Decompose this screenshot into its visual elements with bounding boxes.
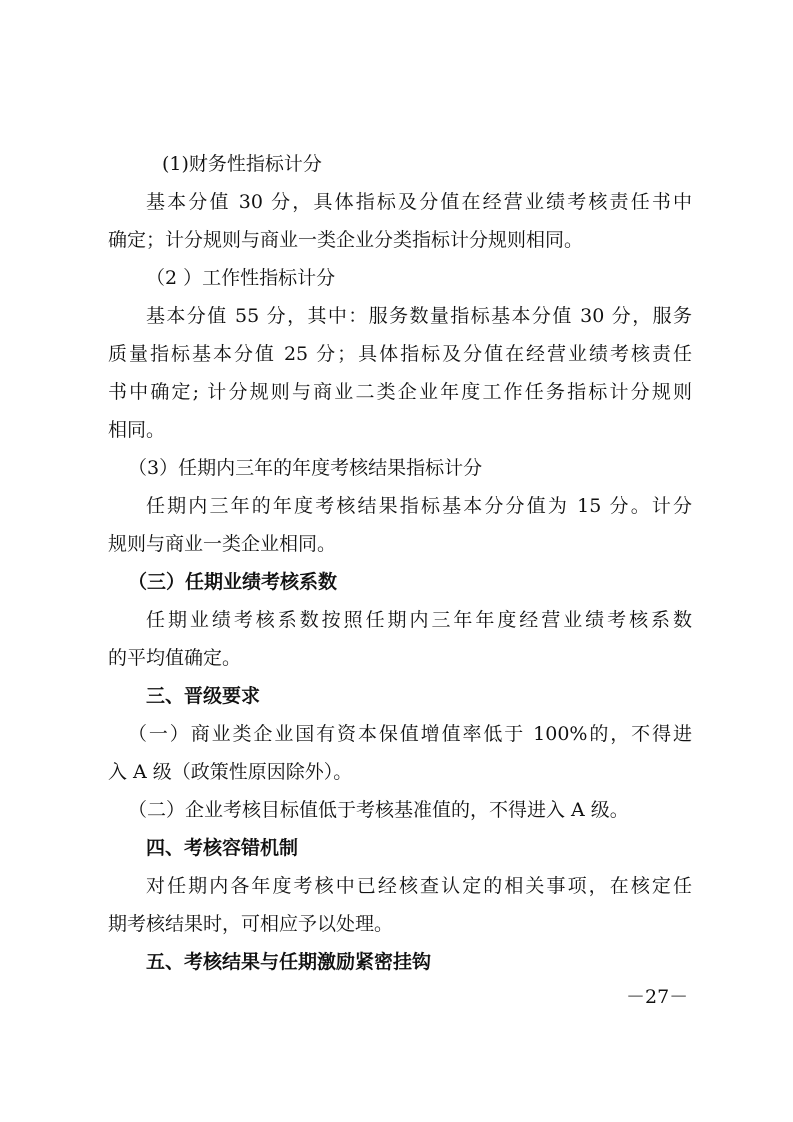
text-line: 规则与商业一类企业相同。 <box>108 533 337 555</box>
section-heading: （三）任期业绩考核系数 <box>128 571 338 593</box>
text-line: （一）商业类企业国有资本保值增值率低于 100%的，不得进 <box>128 723 692 745</box>
item-3-heading: （3）任期内三年的年度考核结果指标计分 <box>128 457 483 479</box>
text-line: 对任期内各年度考核中已经核查认定的相关事项，在核定任 <box>146 875 692 897</box>
text-line: 确定；计分规则与商业一类企业分类指标计分规则相同。 <box>108 229 584 251</box>
text-line: 基本分值 30 分，具体指标及分值在经营业绩考核责任书中 <box>146 191 692 213</box>
page-number: －27－ <box>626 986 689 1008</box>
chapter-heading: 五、考核结果与任期激励紧密挂钩 <box>146 951 432 973</box>
item-1-heading: (1)财务性指标计分 <box>162 153 322 175</box>
text-line: 入 A 级（政策性原因除外）。 <box>108 761 353 783</box>
chapter-heading: 三、晋级要求 <box>146 685 261 707</box>
text-line: 基本分值 55 分，其中：服务数量指标基本分值 30 分，服务 <box>146 305 692 327</box>
text-line: 期考核结果时，可相应予以处理。 <box>108 913 394 935</box>
text-line: 相同。 <box>108 419 166 441</box>
text-line: （二）企业考核目标值低于考核基准值的，不得进入 A 级。 <box>128 799 629 821</box>
text-line: 的平均值确定。 <box>108 647 242 669</box>
chapter-heading: 四、考核容错机制 <box>146 837 299 859</box>
text-line: 任期业绩考核系数按照任期内三年年度经营业绩考核系数 <box>146 609 692 631</box>
text-line: 任期内三年的年度考核结果指标基本分分值为 15 分。计分 <box>146 495 692 517</box>
text-line: 书中确定; 计分规则与商业二类企业年度工作任务指标计分规则 <box>108 381 692 403</box>
text-line: 质量指标基本分值 25 分；具体指标及分值在经营业绩考核责任 <box>108 343 692 365</box>
item-2-heading: （2 ）工作性指标计分 <box>146 267 336 289</box>
